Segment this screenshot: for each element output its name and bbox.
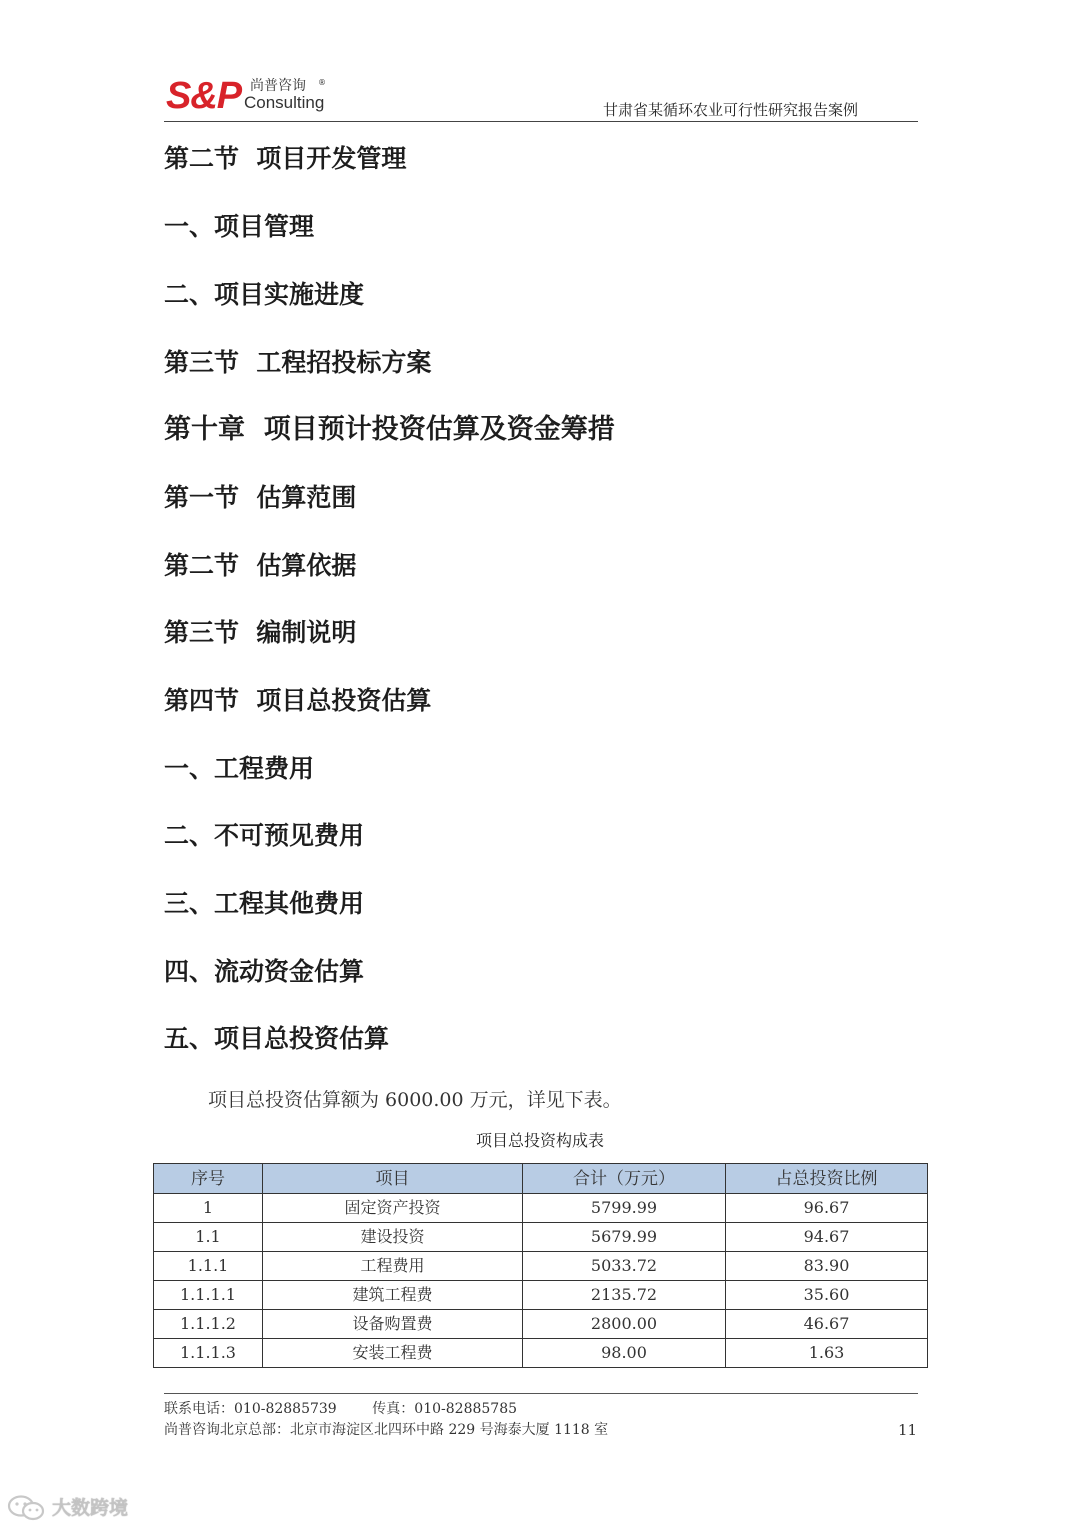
cell-ratio: 35.60 [726, 1281, 928, 1310]
cell-total: 5799.99 [523, 1194, 726, 1223]
cell-ratio: 1.63 [726, 1339, 928, 1368]
cell-item: 固定资产投资 [263, 1194, 523, 1223]
cell-total: 5033.72 [523, 1252, 726, 1281]
cell-item: 设备购置费 [263, 1310, 523, 1339]
section-heading: 第三节 编制说明 [164, 618, 357, 647]
header-cell-total: 合计（万元） [523, 1164, 726, 1194]
cell-item: 安装工程费 [263, 1339, 523, 1368]
section-heading: 第一节 估算范围 [164, 483, 357, 512]
cell-index: 1.1.1 [154, 1252, 263, 1281]
logo-mark: S&P [166, 75, 242, 117]
cell-index: 1.1.1.2 [154, 1310, 263, 1339]
subsection-heading: 二、不可预见费用 [164, 821, 365, 850]
subsection-heading: 三、工程其他费用 [164, 889, 365, 918]
cell-ratio: 46.67 [726, 1310, 928, 1339]
table-row [154, 1339, 928, 1368]
table-header-row [154, 1164, 928, 1194]
subsection-heading: 四、流动资金估算 [164, 957, 365, 986]
cell-index: 1.1 [154, 1223, 263, 1252]
header-cell-item: 项目 [263, 1164, 523, 1194]
cell-item: 建筑工程费 [263, 1281, 523, 1310]
logo-english-name: Consulting [244, 93, 325, 112]
cell-ratio: 94.67 [726, 1223, 928, 1252]
table-caption: 项目总投资构成表 [475, 1131, 604, 1150]
cell-total: 2135.72 [523, 1281, 726, 1310]
cell-item: 工程费用 [263, 1252, 523, 1281]
header-cell-index: 序号 [154, 1164, 263, 1194]
table-row [154, 1252, 928, 1281]
section-heading: 第三节 工程招投标方案 [164, 348, 432, 377]
subsection-heading: 一、工程费用 [164, 754, 315, 783]
report-title: 甘肃省某循环农业可行性研究报告案例 [602, 101, 858, 119]
cell-index: 1.1.1.3 [154, 1339, 263, 1368]
logo-registered-mark: ® [318, 78, 326, 87]
watermark-text: 大数跨境 [52, 1497, 129, 1519]
footer-contact: 联系电话：010-82885739 传真：010-82885785 [164, 1401, 518, 1417]
subsection-heading: 二、项目实施进度 [164, 280, 365, 309]
table-row [154, 1194, 928, 1223]
subsection-heading: 一、项目管理 [164, 212, 315, 241]
cell-item: 建设投资 [263, 1223, 523, 1252]
cell-total: 5679.99 [523, 1223, 726, 1252]
table-row [154, 1281, 928, 1310]
logo-chinese-name: 尚普咨询 [250, 78, 306, 94]
cell-total: 2800.00 [523, 1310, 726, 1339]
page-number: 11 [898, 1421, 918, 1439]
section-heading: 第四节 项目总投资估算 [164, 686, 432, 715]
cell-index: 1 [154, 1194, 263, 1223]
subsection-heading: 五、项目总投资估算 [164, 1024, 390, 1053]
table-row [154, 1310, 928, 1339]
cell-total: 98.00 [523, 1339, 726, 1368]
section-heading: 第二节 估算依据 [164, 551, 357, 580]
footer-address: 尚普咨询北京总部：北京市海淀区北四环中路 229 号海泰大厦 1118 室 [164, 1422, 609, 1438]
chapter-heading: 第十章 项目预计投资估算及资金筹措 [164, 414, 615, 445]
section-heading: 第二节 项目开发管理 [164, 144, 407, 173]
cell-ratio: 96.67 [726, 1194, 928, 1223]
body-paragraph: 项目总投资估算额为 6000.00 万元，详见下表。 [208, 1089, 622, 1111]
cell-ratio: 83.90 [726, 1252, 928, 1281]
header-divider [164, 121, 918, 122]
wechat-logo-icon [6, 1494, 48, 1522]
footer-divider [164, 1393, 918, 1394]
investment-table [153, 1163, 928, 1368]
cell-index: 1.1.1.1 [154, 1281, 263, 1310]
header-cell-ratio: 占总投资比例 [726, 1164, 928, 1194]
table-row [154, 1223, 928, 1252]
